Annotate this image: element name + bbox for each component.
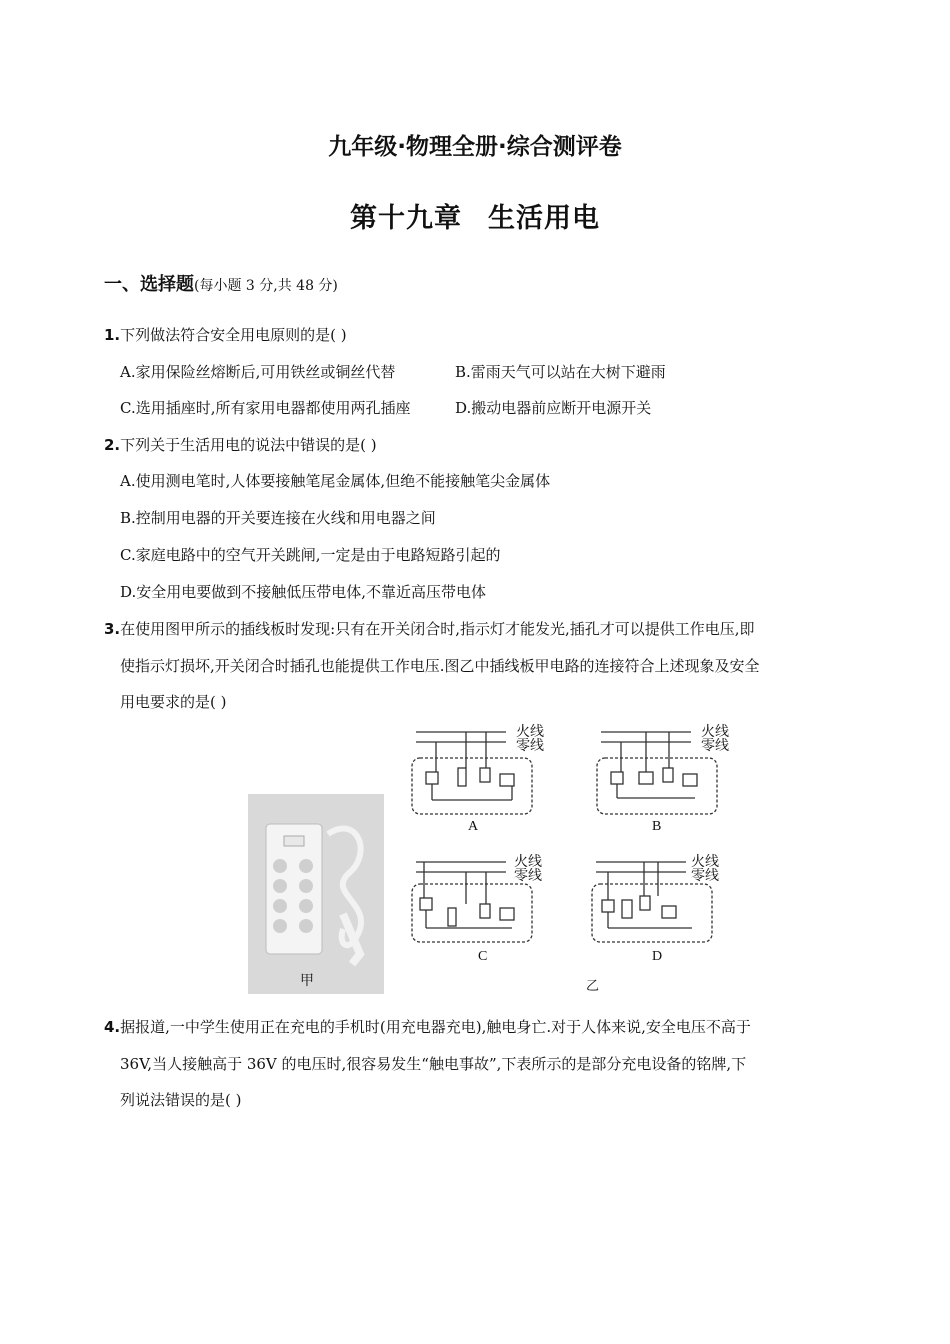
question-1-stem: [104, 324, 347, 345]
q2-option-a: A.使用测电笔时,人体要接触笔尾金属体,但绝不能接触笔尖金属体: [120, 472, 551, 490]
q1-option-d: D.搬动电器前应断开电源开关: [455, 399, 652, 417]
section-note: (每小题 3 分,共 48 分): [194, 278, 338, 294]
question-4-stem-line-2: 36V,当人接触高于 36V 的电压时,很容易发生“触电事故”,下表所示的是部分充电设备的铭牌,下: [120, 1055, 747, 1073]
neutral-wire-label: 零线: [691, 869, 719, 884]
question-text: 在使用图甲所示的插线板时发现:只有在开关闭合时,指示灯才能发光,插孔才可以提供工作电压,即: [120, 620, 755, 638]
question-text: 下列关于生活用电的说法中错误的是( ): [120, 436, 377, 454]
chapter-name: 生活用电: [488, 203, 600, 234]
q2-option-d: D.安全用电要做到不接触低压带电体,不靠近高压带电体: [120, 583, 487, 601]
question-number: 3.: [104, 620, 121, 638]
live-wire-label: 火线: [516, 725, 544, 740]
power-strip-illustration: [248, 794, 384, 994]
power-switch: [284, 836, 304, 846]
power-strip-photo: [248, 794, 384, 994]
question-2-stem: [104, 434, 377, 455]
chapter-title: [0, 196, 950, 235]
photo-label: 甲: [300, 973, 314, 989]
live-wire-label: 火线: [691, 855, 719, 870]
q2-option-c: C.家庭电路中的空气开关跳闸,一定是由于电路短路引起的: [120, 546, 501, 564]
q1-option-c: C.选用插座时,所有家用电器都使用两孔插座: [120, 399, 411, 417]
q1-option-b: B.雷雨天气可以站在大树下避雨: [455, 363, 666, 381]
question-number: 4.: [104, 1018, 121, 1036]
plug: [343, 914, 360, 964]
question-number: 1.: [104, 326, 121, 344]
neutral-wire-label: 零线: [514, 869, 542, 884]
question-4-stem-line-3: 列说法错误的是( ): [120, 1091, 242, 1109]
section-title: 一、选择题: [104, 274, 194, 295]
q1-option-a: A.家用保险丝熔断后,可用铁丝或铜丝代替: [120, 363, 396, 381]
diagram-label-d: D: [652, 949, 663, 964]
circuit-b: [597, 732, 717, 814]
circuit-diagrams: [406, 718, 846, 998]
diagram-label-b: B: [652, 819, 662, 834]
question-3-stem-line-2: 使指示灯损坏,开关闭合时插孔也能提供工作电压.图乙中插线板甲电路的连接符合上述现象及安全: [120, 657, 760, 675]
question-text: 据报道,一中学生使用正在充电的手机时(用充电器充电),触电身亡.对于人体来说,安全电压不高于: [120, 1018, 751, 1036]
circuit-a: [412, 732, 532, 814]
question-3-stem-line-1: [104, 618, 755, 639]
question-4-stem-line-1: [104, 1016, 751, 1037]
exam-title: 九年级·物理全册·综合测评卷: [328, 134, 622, 160]
chapter-number: 第十九章: [350, 203, 462, 234]
neutral-wire-label: 零线: [701, 739, 729, 754]
neutral-wire-label: 零线: [516, 739, 544, 754]
live-wire-label: 火线: [514, 855, 542, 870]
question-number: 2.: [104, 436, 121, 454]
q2-option-b: B.控制用电器的开关要连接在火线和用电器之间: [120, 509, 436, 527]
question-text: 下列做法符合安全用电原则的是( ): [120, 326, 347, 344]
diagram-label-a: A: [468, 819, 479, 834]
question-3-stem-line-3: 用电要求的是( ): [120, 693, 227, 711]
diagram-label-c: C: [478, 949, 488, 964]
q3-figure: [246, 718, 846, 998]
live-wire-label: 火线: [701, 725, 729, 740]
section-heading: [104, 270, 338, 296]
figure-group-label: 乙: [586, 978, 600, 993]
